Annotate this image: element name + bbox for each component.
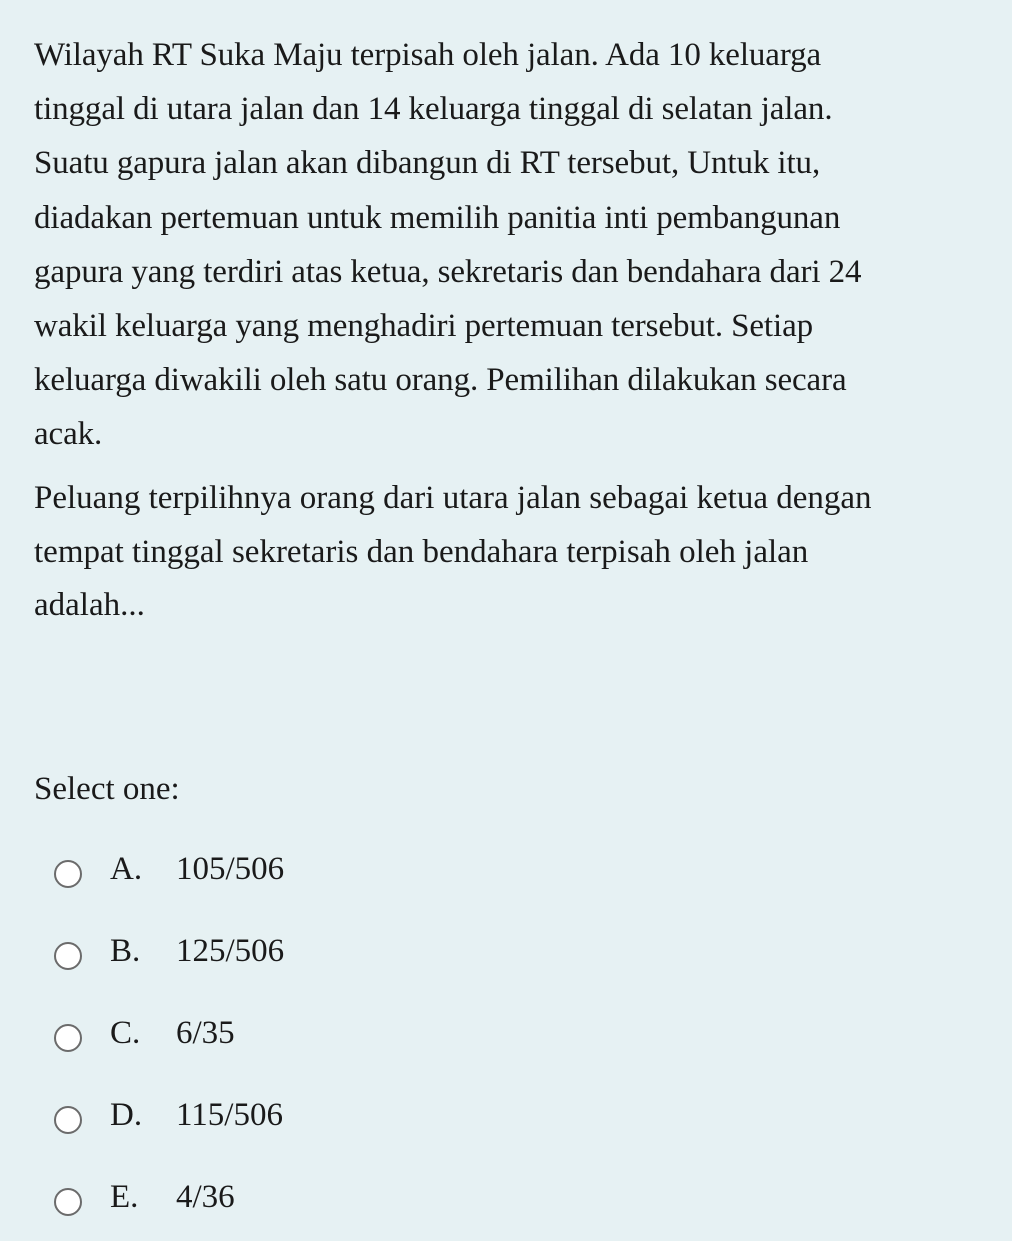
answer-option-a[interactable]	[54, 828, 654, 910]
option-letter: B.	[110, 932, 141, 969]
radio-button-a[interactable]	[54, 860, 82, 888]
radio-button-b[interactable]	[54, 942, 82, 970]
option-letter: E.	[110, 1178, 139, 1215]
question-line: tempat tinggal sekretaris dan bendahara terpisah oleh jalan	[34, 533, 809, 570]
option-label-c[interactable]	[110, 1015, 235, 1052]
question-line: acak.	[34, 416, 103, 453]
option-letter: C.	[110, 1014, 141, 1051]
option-label-e[interactable]	[110, 1179, 235, 1216]
question-line: tinggal di utara jalan dan 14 keluarga tinggal di selatan jalan.	[34, 91, 833, 128]
question-line: Suatu gapura jalan akan dibangun di RT tersebut, Untuk itu,	[34, 145, 821, 182]
radio-button-d[interactable]	[54, 1106, 82, 1134]
select-one-label: Select one:	[34, 771, 180, 807]
answer-option-e[interactable]	[54, 1156, 654, 1238]
option-letter: D.	[110, 1096, 143, 1133]
question-line: diadakan pertemuan untuk memilih panitia inti pembangunan	[34, 199, 841, 236]
option-value: 6/35	[176, 1014, 235, 1051]
option-letter: A.	[110, 850, 143, 887]
option-label-d[interactable]	[110, 1097, 283, 1134]
option-value: 115/506	[176, 1096, 283, 1133]
option-value: 105/506	[176, 850, 285, 887]
option-value: 125/506	[176, 932, 285, 969]
answer-option-b[interactable]	[54, 910, 654, 992]
answer-option-d[interactable]	[54, 1074, 654, 1156]
answer-options	[54, 828, 654, 1238]
answer-option-c[interactable]	[54, 992, 654, 1074]
question-text	[34, 28, 994, 462]
question-prompt	[34, 472, 872, 633]
question-line: gapura yang terdiri atas ketua, sekretaris dan bendahara dari 24	[34, 253, 862, 290]
option-label-a[interactable]	[110, 851, 284, 888]
question-line: Wilayah RT Suka Maju terpisah oleh jalan. Ada 10 keluarga	[34, 37, 822, 73]
option-value: 4/36	[176, 1178, 235, 1215]
question-line: keluarga diwakili oleh satu orang. Pemilihan dilakukan secara	[34, 362, 847, 399]
question-line: adalah...	[34, 587, 145, 624]
radio-button-c[interactable]	[54, 1024, 82, 1052]
radio-button-e[interactable]	[54, 1188, 82, 1216]
question-line: wakil keluarga yang menghadiri pertemuan tersebut. Setiap	[34, 308, 814, 345]
option-label-b[interactable]	[110, 933, 284, 970]
question-line: Peluang terpilihnya orang dari utara jalan sebagai ketua dengan	[34, 480, 872, 516]
